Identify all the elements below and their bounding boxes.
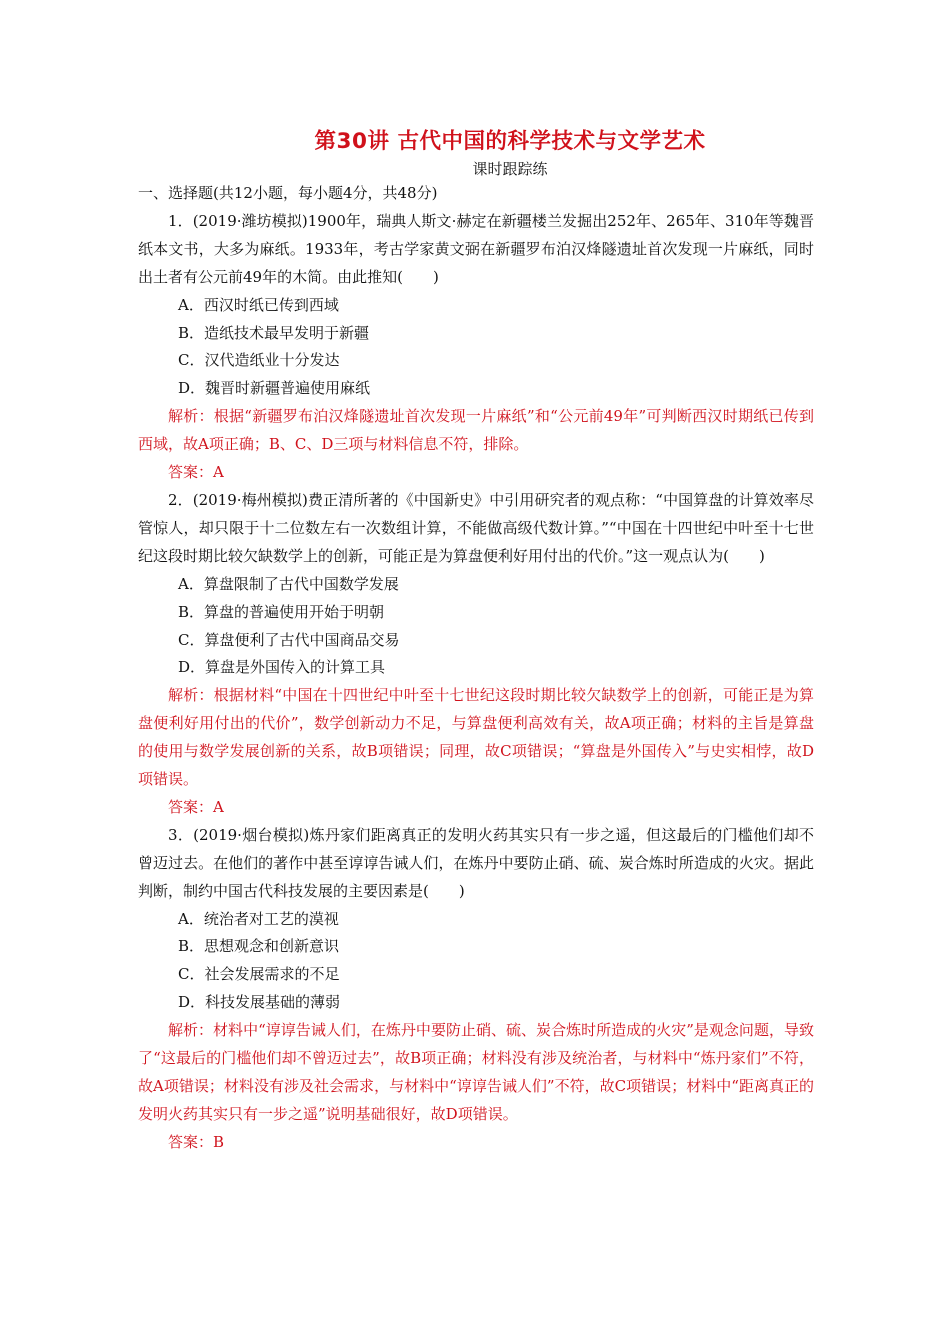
question-stem: 1．(2019·潍坊模拟)1900年，瑞典人斯文·赫定在新疆楼兰发掘出252年、265年、310年等魏晋纸本文书，大多为麻纸。1933年，考古学家黄文弼在新疆罗布泊汉烽隧遗址首次发现一片麻纸，同时出土者有公元前49年的木简。由此推知( ) (138, 211, 814, 286)
answer: 答案：A (168, 797, 224, 816)
question-1 (138, 208, 814, 487)
answer: 答案：A (168, 463, 224, 482)
option-a: A．算盘限制了古代中国数学发展 (178, 574, 399, 593)
option-a: A．统治者对工艺的漠视 (178, 909, 339, 928)
question-stem: 3．(2019·烟台模拟)炼丹家们距离真正的发明火药其实只有一步之遥，但这最后的门槛他们却不曾迈过去。在他们的著作中甚至谆谆告诫人们，在炼丹中要防止硝、硫、炭合炼时所造成的火灾。据此判断，制约中国古代科技发展的主要因素是( ) (138, 825, 814, 900)
analysis: 解析：材料中“谆谆告诫人们，在炼丹中要防止硝、硫、炭合炼时所造成的火灾”是观念问题，导致了“这最后的门槛他们却不曾迈过去”，故B项正确；材料没有涉及统治者，与材料中“炼丹家们”不符，故A项错误；材料没有涉及社会需求，与材料中“谆谆告诫人们”不符，故C项错误；材料中“距离真正的发明火药其实只有一步之遥”说明基础很好，故D项错误。 (138, 1021, 814, 1123)
option-b: B．算盘的普遍使用开始于明朝 (178, 602, 385, 621)
analysis: 解析：根据“新疆罗布泊汉烽隧遗址首次发现一片麻纸”和“公元前49年”可判断西汉时期纸已传到西域，故A项正确；B、C、D三项与材料信息不符，排除。 (138, 407, 814, 454)
question-2 (138, 487, 814, 822)
option-b: B．造纸技术最早发明于新疆 (178, 323, 370, 342)
option-c: C．汉代造纸业十分发达 (178, 351, 340, 370)
option-c: C．社会发展需求的不足 (178, 965, 340, 984)
section-heading: 一、选择题(共12小题，每小题4分，共48分) (138, 184, 438, 202)
page-subtitle: 课时跟踪练 (472, 160, 548, 178)
page-title: 第30讲 古代中国的科学技术与文学艺术 (314, 129, 706, 154)
document-body (138, 180, 814, 1157)
option-a: A．西汉时纸已传到西域 (178, 295, 339, 314)
option-d: D．科技发展基础的薄弱 (178, 993, 341, 1012)
option-c: C．算盘便利了古代中国商品交易 (178, 630, 400, 649)
analysis: 解析：根据材料“中国在十四世纪中叶至十七世纪这段时期比较欠缺数学上的创新，可能正是为算盘便利好用付出的代价”，数学创新动力不足，与算盘便利高效有关，故A项正确；材料的主旨是算盘的使用与数学发展创新的关系，故B项错误；同理，故C项错误；“算盘是外国传入”与史实相悖，故D项错误。 (138, 686, 814, 789)
question-3 (138, 822, 814, 1157)
option-d: D．算盘是外国传入的计算工具 (178, 658, 386, 677)
answer: 答案：B (168, 1132, 225, 1151)
option-d: D．魏晋时新疆普遍使用麻纸 (178, 379, 371, 398)
question-stem: 2．(2019·梅州模拟)费正清所著的《中国新史》中引用研究者的观点称：“中国算盘的计算效率尽管惊人，却只限于十二位数左右一次数组计算，不能做高级代数计算。”“中国在十四世纪中叶至十七世纪这段时期比较欠缺数学上的创新，可能正是为算盘便利好用付出的代价。”这一观点认为( ) (138, 490, 814, 565)
option-b: B．思想观念和创新意识 (178, 937, 340, 956)
